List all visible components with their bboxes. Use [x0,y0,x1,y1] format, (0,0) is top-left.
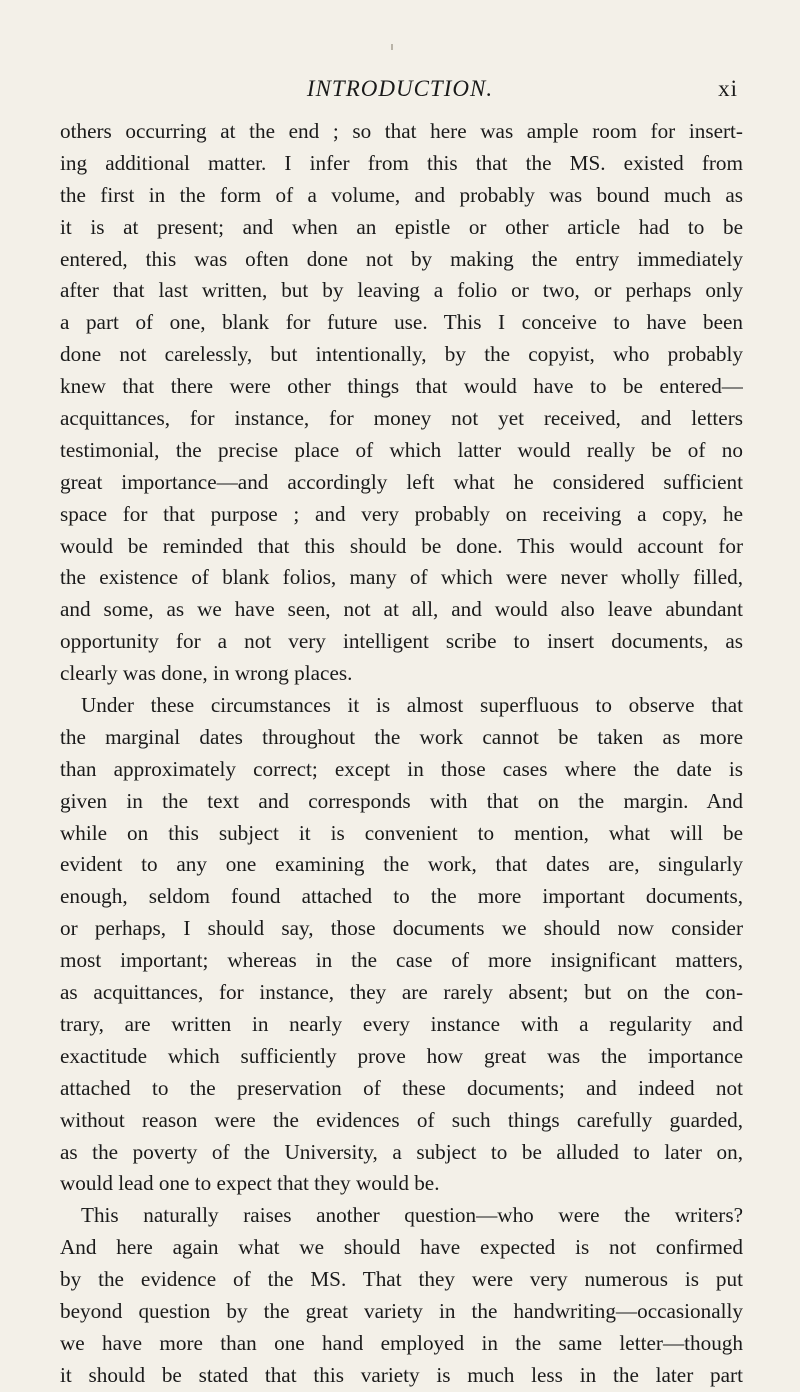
text-line: or perhaps, I should say, those documents we should now consider [60,916,743,941]
text-line: And here again what we should have expected is not confirmed [60,1235,743,1260]
text-line: the marginal dates throughout the work cannot be taken as more [60,724,743,749]
text-line: great importance—and accordingly left what he considered sufficient [60,469,743,494]
text-line: it should be stated that this variety is much less in the later part [60,1362,743,1387]
text-line: Under these circumstances it is almost superfluous to observe that [81,693,743,718]
text-line: clearly was done, in wrong places. [60,661,353,686]
text-line: others occurring at the end ; so that here was ample room for insert- [60,119,743,143]
running-title: INTRODUCTION. [306,76,494,101]
text-line: enough, seldom found attached to the more important documents, [60,884,743,909]
text-line: a part of one, blank for future use. This I conceive to have been [60,310,743,335]
text-line: while on this subject it is convenient to mention, what will be [60,820,743,845]
text-line: and some, as we have seen, not at all, and would also leave abundant [60,597,743,622]
paper-speck [391,44,393,50]
text-line: This naturally raises another question—who were the writers? [81,1203,743,1228]
text-line: would lead one to expect that they would be. [60,1171,440,1196]
text-line: we have more than one hand employed in the same letter—though [60,1330,743,1355]
text-line: attached to the preservation of these documents; and indeed not [60,1075,743,1100]
body-text [60,116,743,1392]
text-line: as acquittances, for instance, they are rarely absent; but on the con- [60,980,743,1005]
text-line: without reason were the evidences of such things carefully guarded, [60,1107,743,1132]
text-line: given in the text and corresponds with that on the margin. And [60,788,743,813]
text-line: the existence of blank folios, many of which were never wholly filled, [60,565,743,590]
text-line: trary, are written in nearly every instance with a regularity and [60,1011,743,1036]
text-line: exactitude which sufficiently prove how great was the importance [60,1043,743,1068]
text-line: the first in the form of a volume, and probably was bound much as [60,182,743,207]
text-line: knew that there were other things that would have to be entered— [60,374,743,399]
text-line: most important; whereas in the case of more insignificant matters, [60,948,743,973]
running-head [60,76,740,108]
page-number: xi [718,76,738,101]
text-line: it is at present; and when an epistle or other article had to be [60,214,743,239]
text-line: as the poverty of the University, a subject to be alluded to later on, [60,1139,743,1164]
text-line: opportunity for a not very intelligent scribe to insert documents, as [60,629,743,654]
text-line: done not carelessly, but intentionally, by the copyist, who probably [60,342,743,367]
text-line: testimonial, the precise place of which latter would really be of no [60,437,743,462]
text-line: ing additional matter. I infer from this that the MS. existed from [60,150,743,175]
text-line: than approximately correct; except in those cases where the date is [60,756,743,781]
text-line: would be reminded that this should be done. This would account for [60,533,743,558]
text-line: evident to any one examining the work, that dates are, singularly [60,852,743,877]
text-line: beyond question by the great variety in the handwriting—occasionally [60,1298,743,1323]
text-line: acquittances, for instance, for money not yet received, and letters [60,406,743,431]
text-line: by the evidence of the MS. That they were very numerous is put [60,1267,743,1292]
text-line: after that last written, but by leaving a folio or two, or perhaps only [60,278,743,303]
text-line: space for that purpose ; and very probably on receiving a copy, he [60,501,743,526]
text-line: entered, this was often done not by making the entry immediately [60,246,743,271]
